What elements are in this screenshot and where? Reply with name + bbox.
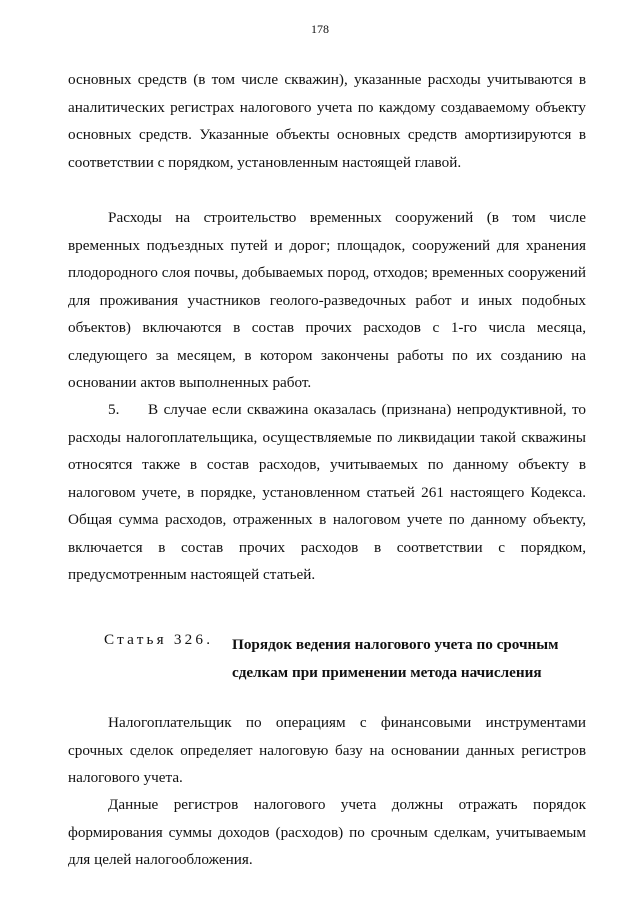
item-number: 5. (108, 401, 120, 418)
article-label: Статья 326. (104, 631, 214, 648)
paragraph-continuation: основных средств (в том числе скважин), указанные расходы учитываются в аналитических регистрах налогового учета по каждому создаваемому объекту основных средств. Указанные объекты основных средств амортизируются в соответствии с порядком, установленным настоящей главой. (68, 71, 586, 171)
item-5-text: В случае если скважина оказалась (признана) непродуктивной, то расходы налогоплательщика, осуществляемые по ликвидации такой скважины относятся также в состав расходов, учитываемых по данному объекту в налоговом учете, в порядке, установленном статьей 261 настоящего Кодекса. Общая сумма расходов, отраженных в налоговом учете по данному объекту, включается в состав прочих расходов в соответствии с порядком, предусмотренным настоящей статьей. (68, 401, 586, 583)
paragraph-temporary-structures: Расходы на строительство временных сооружений (в том числе временных подъездных путей и дорог; площадок, сооружений для хранения плодородного слоя почвы, добываемых пород, отходов; временных сооружений для проживания участников геолого-разведочных работ и иных подобных объектов) включаются в состав прочих расходов с 1-го числа месяца, следующего за месяцем, в котором закончены работы по их созданию на основании актов выполненных работ. (68, 209, 586, 391)
article-title-line-1: Порядок ведения налогового учета по срочным (232, 636, 559, 653)
paragraph-item-5 (68, 396, 586, 589)
page-number: 178 (311, 22, 329, 36)
paragraph-register-data: Данные регистров налогового учета должны отражать порядок формирования суммы доходов (расходов) по срочным сделкам, учитываемым для целей налогообложения. (68, 796, 586, 868)
article-title-line-2: сделкам при применении метода начисления (232, 663, 542, 681)
paragraph-taxpayer-operations: Налогоплательщик по операциям с финансовыми инструментами срочных сделок определяет налоговую базу на основании данных регистров налогового учета. (68, 714, 586, 786)
article-title (232, 631, 592, 686)
